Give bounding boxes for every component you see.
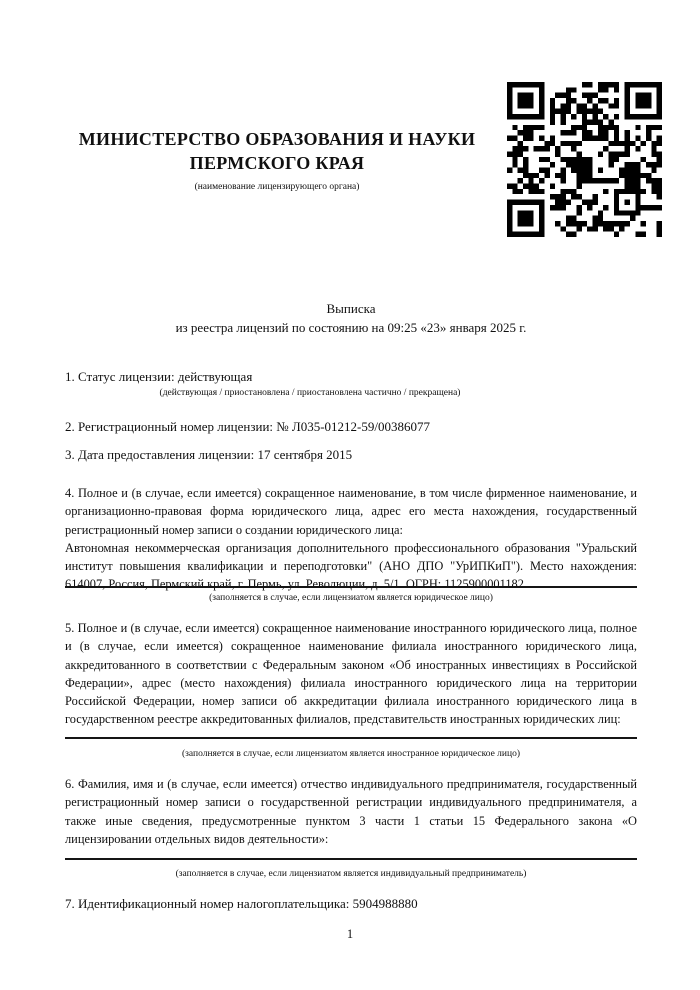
issuing-authority-header — [65, 128, 489, 193]
item-5-caption: (заполняется в случае, если лицензиатом является иностранное юридическое лицо) — [182, 749, 520, 759]
page-number: 1 — [346, 927, 354, 941]
item-5-foreign-entity-statement: 5. Полное и (в случае, если имеется) сокращенное наименование иностранного юридического лица, полное и (в случае, если имеется) сокращенное наименование филиала иностранного юридического лица, аккредитованного в соответствии с Федеральным законом «Об иностранных инвестициях в Российской Федерации», адрес (место нахождения) филиала иностранного юридического лица на территории Российской Федерации, номер записи об аккредитации филиала иностранного юридического лица в государственном реестре аккредитованных филиалов, представительств иностранных юридических лиц: — [65, 621, 637, 727]
item-5-fill-line — [65, 737, 637, 739]
item-6-entrepreneur-statement: 6. Фамилия, имя и (в случае, если имеется) отчество индивидуального предпринимателя, государственный регистрационный номер записи о государственной регистрации индивидуального предпринимателя, а также иные сведения, предусмотренные пунктом 3 части 1 статьи 15 Федерального закона «О лицензировании отдельных видов деятельности»: — [65, 777, 637, 846]
authority-name-caption: (наименование лицензирующего органа) — [194, 182, 360, 192]
item-6-caption: (заполняется в случае, если лицензиатом является индивидуальный предприниматель) — [175, 869, 527, 879]
authority-name-line1: МИНИСТЕРСТВО ОБРАЗОВАНИЯ И НАУКИ — [78, 129, 476, 149]
document-subtitle: из реестра лицензий по состоянию на 09:25 «23» января 2025 г. — [175, 320, 527, 335]
item-3-license-date: 3. Дата предоставления лицензии: 17 сентября 2015 — [65, 447, 353, 462]
document-title: Выписка — [326, 301, 376, 316]
item-4-fill-line — [65, 586, 637, 588]
item-2-registration-number: 2. Регистрационный номер лицензии: № Л035-01212-59/00386077 — [65, 419, 431, 434]
qr-code-icon — [507, 82, 662, 237]
item-4-value: Автономная некоммерческая организация дополнительного профессионального образования "Уральский институт повышения квалификации и переподготовки" (АНО ДПО "УрИПКиП"). Место нахождения: 614007, Россия, Пермский край, г. Пермь, ул. Революции, д. 5/1. ОГРН: 1125900001182. — [65, 540, 637, 592]
item-4-statement: 4. Полное и (в случае, если имеется) сокращенное наименование, в том числе фирменное наименование, и организационно-правовая форма юридического лица, адрес его места нахождения, государственный регистрационный номер записи о создании юридического лица: — [65, 486, 637, 537]
item-7-taxpayer-number: 7. Идентификационный номер налогоплательщика: 5904988880 — [65, 896, 418, 911]
document-title-block — [65, 299, 637, 337]
item-4-caption: (заполняется в случае, если лицензиатом является юридическое лицо) — [209, 593, 493, 603]
item-1-caption: (действующая / приостановлена / приостановлена частично / прекращена) — [159, 388, 461, 398]
item-1-license-status: 1. Статус лицензии: действующая — [65, 369, 253, 384]
item-4-legal-entity-block — [65, 484, 637, 594]
authority-name-line2: ПЕРМСКОГО КРАЯ — [189, 152, 365, 173]
item-6-fill-line — [65, 858, 637, 860]
